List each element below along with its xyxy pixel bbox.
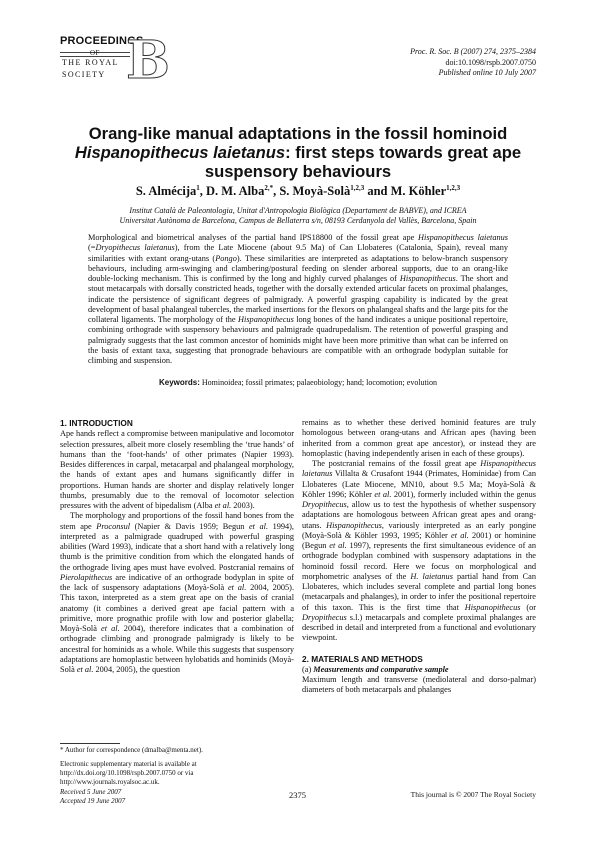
logo-line-proceedings: PROCEEDINGS bbox=[60, 35, 144, 47]
para-italic: Hispanopithecus laietanus bbox=[302, 459, 536, 479]
citation-block bbox=[410, 47, 536, 79]
subsection-title: Measurements and comparative sample bbox=[313, 664, 449, 674]
para-text: s.l.) metacarpals and complete proximal phalanges are described in detail and interpreted from a functional and evolutionary viewpoint. bbox=[302, 612, 536, 643]
para-text: 2001) or hominine (Begun bbox=[302, 530, 536, 550]
para-text: , allow us to test the hypothesis of whether suspensory adaptations are homologous between African great apes and orang-utans. bbox=[302, 500, 536, 530]
para-text: are indicative of an orthograde bodyplan in spite of the lack of suspensory adaptations (Moyà-Solà bbox=[60, 572, 294, 592]
paragraph bbox=[60, 429, 294, 511]
article-title bbox=[60, 124, 536, 181]
subsection-marker: (a) bbox=[302, 664, 314, 674]
para-italic: et al. bbox=[451, 530, 469, 540]
author-affil-marker: 1 bbox=[196, 184, 200, 192]
para-text: 1994), interpreted as a palmigrade quadruped with powerful grasping abilities (Ward 1993), indicate that a short hand with a relatively long thumb is the primitive condition from which the elongated hands of the orthograde living apes must have evolved. Postcranial remains of bbox=[60, 521, 294, 572]
para-italic: H. laietanus bbox=[410, 571, 453, 581]
author-affil-marker: 1,2,3 bbox=[446, 184, 461, 192]
title-text: : first steps towards great ape suspensory behaviours bbox=[204, 143, 522, 181]
logo-line-royal: THE ROYAL bbox=[62, 58, 119, 67]
keywords-label: Keywords: bbox=[159, 378, 200, 387]
affiliations bbox=[60, 206, 536, 227]
journal-logo bbox=[60, 30, 170, 91]
footnote-esm: Electronic supplementary material is available at http://dx.doi.org/10.1098/rspb.2007.0750 or via http://www.journals.royalsoc.ac.uk. bbox=[60, 760, 197, 786]
author-name: D. M. Alba bbox=[206, 184, 265, 199]
subsection-heading bbox=[302, 665, 536, 675]
para-italic: et al. bbox=[214, 501, 232, 510]
para-italic: et al. bbox=[101, 624, 120, 633]
affiliation-line: Institut Català de Paleontologia, Unitat d'Antropologia Biològica (Departament de BABVE), and ICREA bbox=[129, 206, 467, 215]
para-text: Ape hands reflect a compromise between manipulative and locomotor selection pressures, albeit more closely resembling the ‘true hands’ of humans than the ‘foot-hands’ of other primates (Napier 1993). Besides differences in carpal, metacarpal and phalangeal morphology, the hands of extant apes and humans significantly differ in proportions. Human hands are shorter and display relatively longer thumbs, presumably due to the removal of locomotor selection pressures with the advent of bipedalism (Alba bbox=[60, 429, 294, 510]
para-text: , variously interpreted as an early pongine (Moyà-Solà & Köhler 1993, 1995; Köhler bbox=[302, 520, 536, 540]
title-species: Hispanopithecus laietanus bbox=[74, 143, 286, 162]
para-italic: et al. bbox=[329, 541, 347, 550]
para-text: (or bbox=[520, 602, 537, 612]
received-date: Received 5 June 2007 bbox=[60, 788, 122, 796]
logo-line-of: OF bbox=[90, 49, 100, 57]
para-text: 2004), therefore indicates that a combination of orthograde climbing and pronograde palmigrady is likely to be ancestral for hominids as a whole. While this suggests that suspensory adaptations are homoplastic between hylobatids and hominids (Moyà-Solà bbox=[60, 624, 294, 674]
abstract-italic: Hispanopithecus laietanus bbox=[418, 233, 508, 242]
abstract-italic: Pongo bbox=[215, 253, 237, 263]
para-italic: et al. bbox=[76, 665, 94, 674]
paragraph bbox=[60, 511, 294, 675]
author-affil-marker: 1,2,3 bbox=[350, 184, 365, 192]
accepted-date: Accepted 19 June 2007 bbox=[60, 797, 126, 805]
citation-published: Published online 10 July 2007 bbox=[438, 68, 536, 78]
abstract-text: (= bbox=[88, 243, 96, 253]
para-text: 2004, 2005). This taxon, interpreted as a stem great ape on the basis of cranial anatomy (it combines a derived great ape facial pattern with a primitive, more prognathic profile with low and posterior glabella; Moyà-Solà bbox=[60, 583, 295, 633]
author-list: S. Almécija$^1$, D. M. Alba$^{2,*}$, S. Moyà-Solà$^{1,2,3}$ and M. Köhler$^{1,2,3}$ bbox=[135, 184, 461, 199]
citation-doi[interactable]: doi:10.1098/rspb.2007.0750 bbox=[445, 57, 536, 67]
keywords bbox=[60, 378, 536, 387]
page-number: 2375 bbox=[289, 790, 306, 800]
paragraph bbox=[302, 459, 536, 644]
citation-journal: Proc. R. Soc. B (2007) 274, 2375–2384 bbox=[410, 47, 536, 56]
section-heading-introduction: 1. INTRODUCTION bbox=[60, 418, 133, 428]
footnote-correspondence: * Author for correspondence (dmalba@menta.net). bbox=[60, 746, 203, 754]
para-italic: Hispanopithecus bbox=[326, 520, 382, 530]
paragraph: remains as to whether these derived hominid features are truly homologous between orang-utans and African apes (having been inherited from a common great ape ancestor), or instead they are homoplastic (having independently arisen in each of these groups). bbox=[302, 418, 536, 458]
paragraph: Maximum length and transverse (mediolateral and dorso-palmar) diameters of both metacarpals and phalanges bbox=[302, 675, 536, 695]
para-italic: Dryopithecus bbox=[302, 612, 347, 622]
para-italic: et al. bbox=[227, 583, 247, 592]
affiliation-line: Universitat Autònoma de Barcelona, Campus de Bellaterra s/n, 08193 Cerdanyola del Vallès, Barcelona, Spain bbox=[119, 216, 477, 226]
abstract-text: ), from the Late Miocene (about 9.5 Ma) of Can Llobateres (Catalonia, Spain), reveal many similarities with extant orang-utans ( bbox=[88, 243, 508, 263]
para-text: Villalta & Crusafont 1944 (Primates, Hominidae) from Can Llobateres (Late Miocene, MN10, about 9.5 Ma; Moyà-Solà & Köhler 1996; Köhler bbox=[302, 469, 536, 499]
para-italic: et al. bbox=[248, 521, 269, 531]
abstract-text: . The short and stout metacarpals with dorsally constricted heads, together with the dorsally extended articular facets on proximal phalanges, indicate the persistence of significant degrees of palmigrady. A powerful grasping capability is indicated by the great development of basal phalangeal tubercles, the marked insertions for the flexors on phalangeal shafts and the large pits for the collateral ligaments. The morphology of the bbox=[88, 274, 509, 324]
para-text: (Napier & Davis 1959; Begun bbox=[130, 521, 249, 531]
author-name: and M. Köhler bbox=[367, 184, 447, 199]
para-italic: Pierolapithecus bbox=[60, 572, 113, 582]
para-text: The postcranial remains of the fossil great ape bbox=[312, 459, 481, 468]
para-italic: et al. bbox=[374, 489, 392, 499]
para-italic: Proconsul bbox=[96, 521, 131, 531]
para-text: 2004, 2005), the question bbox=[93, 665, 181, 674]
para-italic: Hispanopithecus bbox=[464, 602, 521, 612]
keywords-text: Hominoidea; fossil primates; palaeobiology; hand; locomotion; evolution bbox=[201, 378, 437, 387]
copyright-notice: This journal is © 2007 The Royal Society bbox=[410, 790, 536, 799]
para-text: partial hand from Can Llobateres, which includes several complete and partial long bones (metacarpals and phalanges), in order to infer the positional repertoire of this taxon. This is the first time that bbox=[302, 571, 536, 612]
abstract-text: long bones of the hand indicates a unique positional repertoire, combining orthograde with suspensory behaviours and palmigrade quadrupedalism. The retention of powerful grasping and palmigrady suggests that the last common ancestor of hominids might have been more primitive than what can be inferred on the basis of extant taxa, suggesting that pronograde behaviours are compatible with an orthograde bodyplan suitable for climbing and suspension. bbox=[88, 315, 509, 365]
abstract-italic: Dryopithecus laietanus bbox=[95, 243, 175, 253]
para-text: The morphology and proportions of the fossil hand bones from the stem ape bbox=[60, 511, 294, 531]
footnote-rule bbox=[60, 743, 120, 744]
abstract-italic: Hispanopithecus bbox=[238, 315, 294, 324]
logo-letter-b: B bbox=[126, 30, 170, 91]
abstract-text: Morphological and biometrical analyses of the partial hand IPS18800 of the fossil great ape bbox=[88, 233, 419, 242]
para-text: 2001), formerly included within the genus bbox=[391, 489, 537, 499]
abstract bbox=[88, 233, 508, 366]
author-name: S. Moyà-Solà bbox=[279, 184, 351, 199]
logo-line-society: SOCIETY bbox=[62, 70, 106, 79]
column-right bbox=[302, 418, 536, 696]
author-affil-marker: 2,* bbox=[264, 184, 274, 192]
author-name: S. Almécija bbox=[135, 184, 197, 199]
para-italic: Dryopithecus bbox=[302, 500, 347, 509]
abstract-text: ). These similarities are interpreted as adaptations to below-branch suspensory behaviours, including arm-swinging and clambering/postural feeding on slender arboreal supports, due to an orang-like double-locking mechanism. This is confirmed by the long and highly curved phalanges of bbox=[88, 253, 508, 283]
para-text: 2003). bbox=[231, 501, 255, 510]
logo-rule bbox=[60, 56, 130, 57]
column-left bbox=[60, 418, 294, 675]
para-text: 1997), represents the first simultaneous evidence of an orthograde bodyplan combined with suspensory adaptations in the hominoid fossil record. Here we focus on morphological and morphometric analyses of the bbox=[302, 541, 537, 581]
abstract-italic: Hispanopithecus bbox=[399, 274, 456, 283]
section-heading-methods: 2. MATERIALS AND METHODS bbox=[302, 653, 423, 664]
title-text: Orang-like manual adaptations in the fossil hominoid bbox=[88, 124, 508, 143]
